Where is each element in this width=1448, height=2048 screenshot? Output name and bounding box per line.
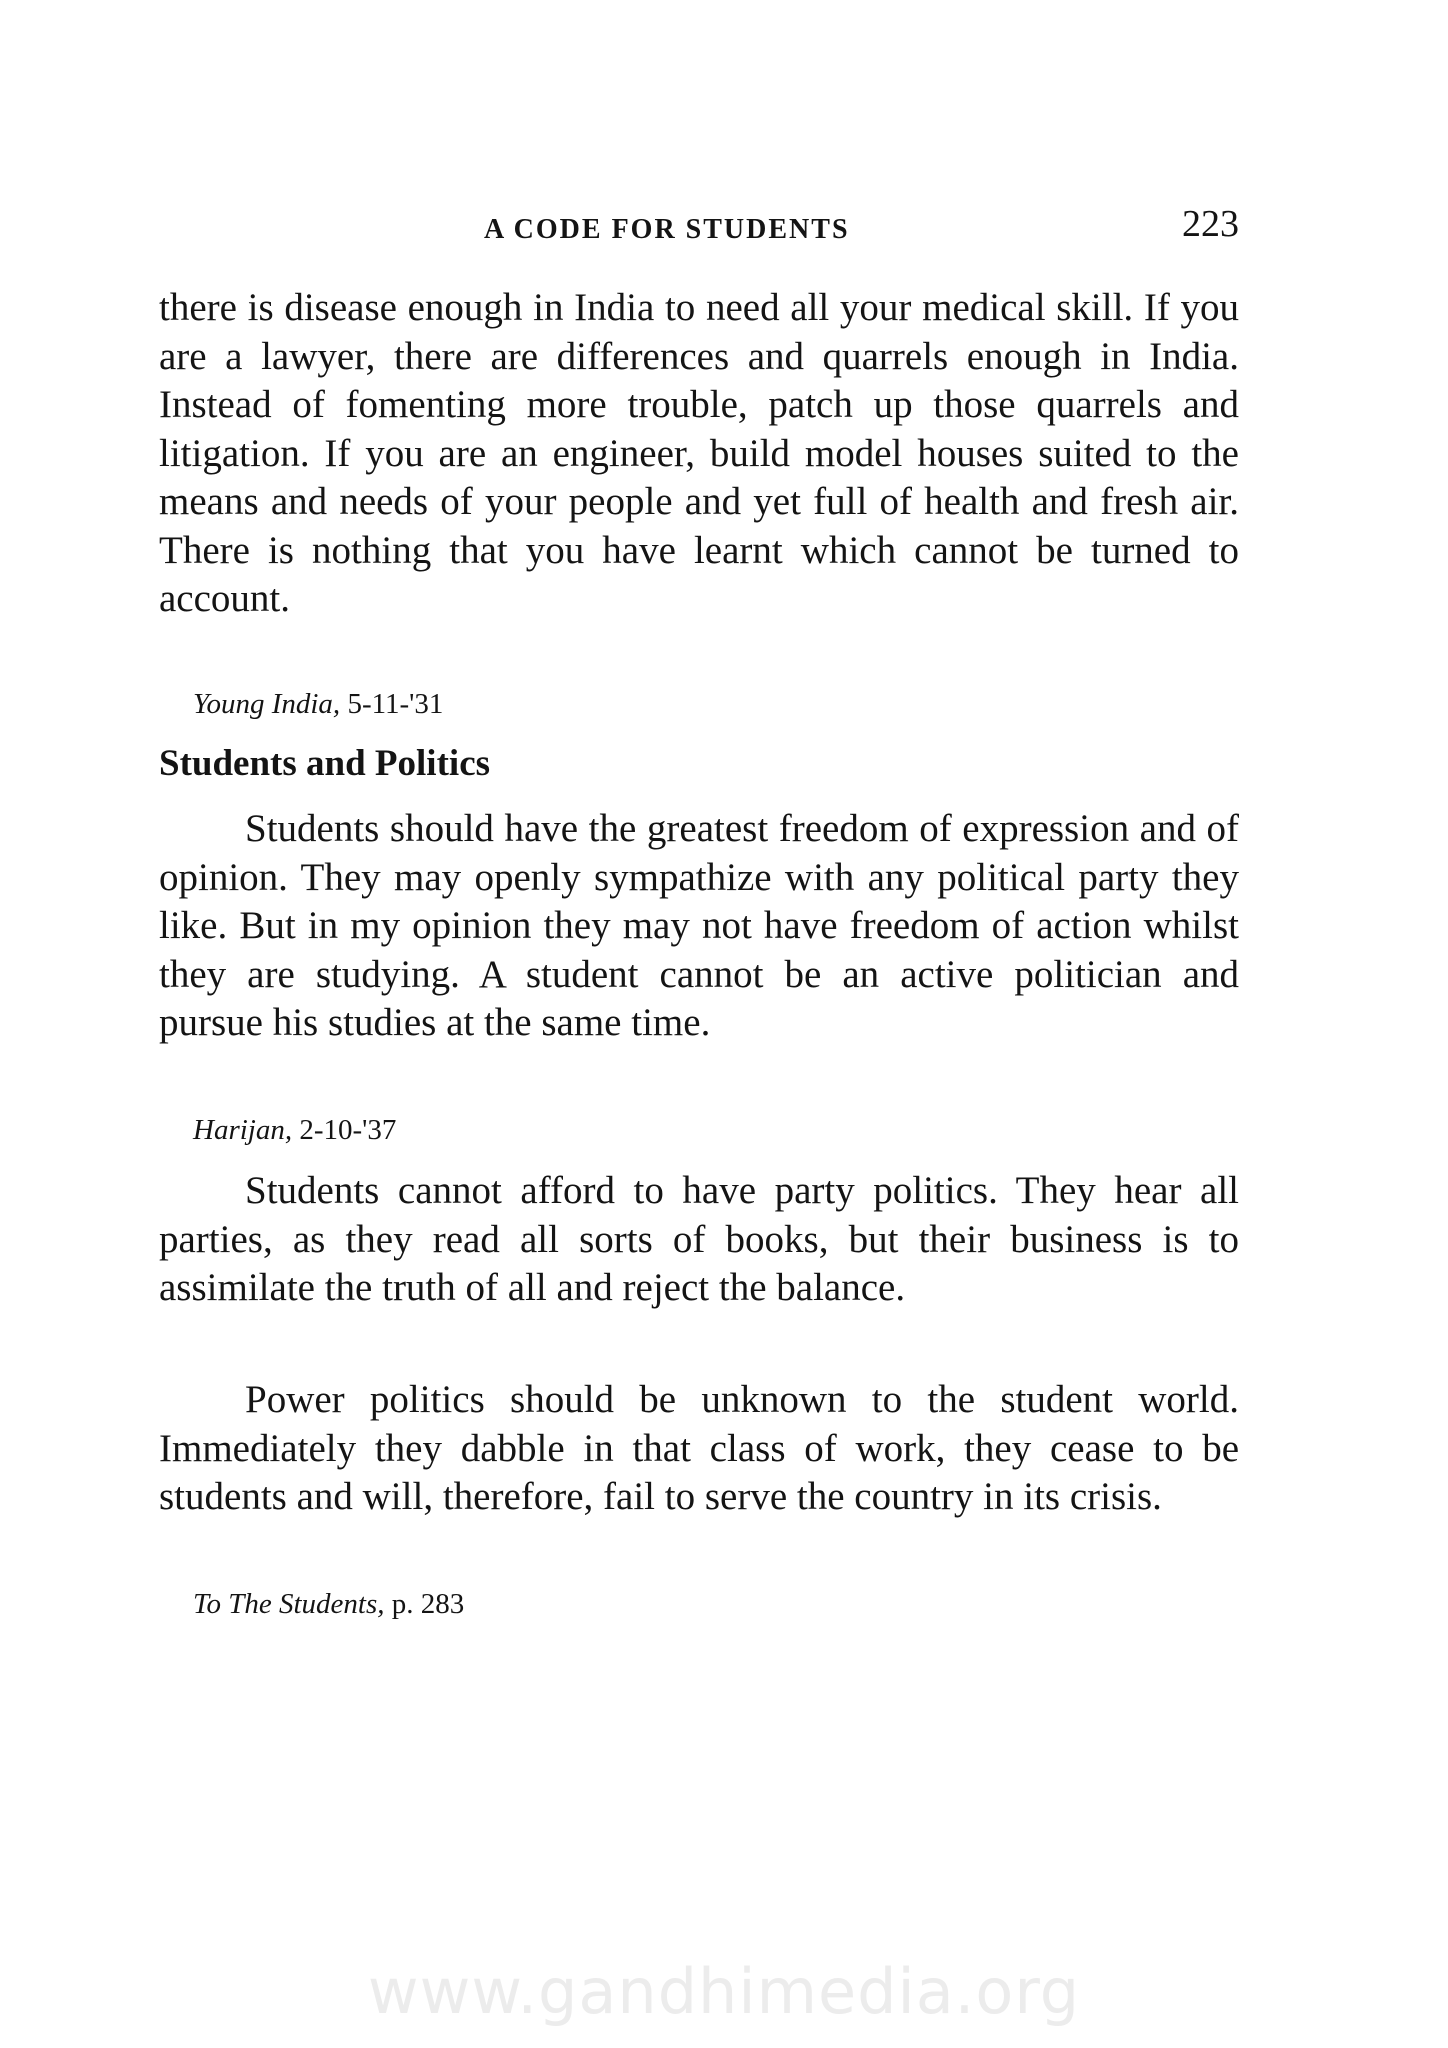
source-title: Harijan, [193,1114,293,1146]
page-number: 223 [1182,203,1239,245]
source-reference: p. 283 [391,1588,465,1620]
page-header [159,200,1239,260]
source-citation [193,1588,1273,1621]
source-title: Young India, [193,688,341,720]
section-heading: Students and Politics [159,743,491,784]
running-head: A CODE FOR STUDENTS [484,214,850,245]
source-citation [193,688,1273,721]
source-reference: 5-11-'31 [347,688,444,720]
paragraph-power-politics: Power politics should be unknown to the student world. Immediately they dabble in that class of work, they cease to be students and will, therefore, fail to serve the country in its crisis. [159,1378,1239,1518]
paragraph-party-politics: Students cannot afford to have party politics. They hear all parties, as they read all sorts of books, but their business is to assimilate the truth of all and reject the balance. [159,1169,1239,1309]
source-title: To The Students, [193,1588,385,1620]
paragraph-professions: there is disease enough in India to need all your medical skill. If you are a lawyer, there are differences and quarrels enough in India. Instead of fomenting more trouble, patch up those quarrels and litigation. If you are an engineer, build model houses suited to the means and needs of your people and yet full of health and fresh air. There is nothing that you have learnt which cannot be turned to account. [159,286,1239,620]
watermark: www.gandhimedia.org [367,1955,1081,2028]
paragraph-freedom-of-expression: Students should have the greatest freedom of expression and of opinion. They may openly sympathize with any political party they like. But in my opinion they may not have freedom of action whilst they are studying. A student cannot be an active politician and pursue his studies at the same time. [159,807,1239,1044]
source-citation [193,1114,1273,1147]
source-reference: 2-10-'37 [299,1114,397,1146]
